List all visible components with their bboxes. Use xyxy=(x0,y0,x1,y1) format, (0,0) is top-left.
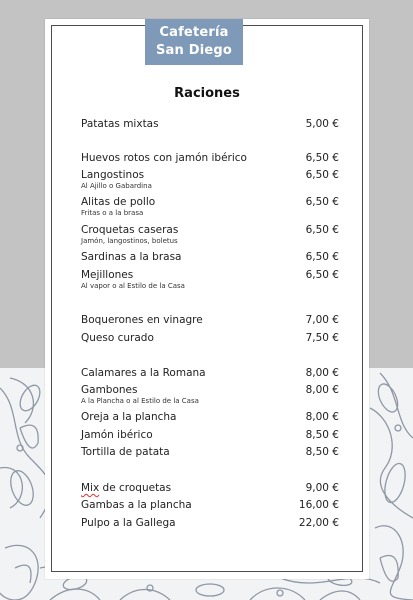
menu-item-price: 6,50 € xyxy=(305,224,339,236)
menu-item-price: 6,50 € xyxy=(305,152,339,164)
menu-item xyxy=(81,152,339,165)
menu-item-price: 7,50 € xyxy=(305,332,339,344)
menu-item xyxy=(81,446,339,459)
menu-item xyxy=(81,169,339,191)
menu-item-price: 6,50 € xyxy=(305,196,339,208)
menu-item-price: 16,00 € xyxy=(298,499,339,511)
menu-item-detail: Al Ajillo o Gabardina xyxy=(81,182,152,190)
menu-item-name: Gambas a la plancha xyxy=(81,499,192,511)
menu-item-detail: Jamón, langostinos, boletus xyxy=(81,237,178,245)
brand-logo-box xyxy=(145,19,243,65)
menu-item xyxy=(81,269,339,291)
menu-item xyxy=(81,251,339,264)
brand-name-line2: San Diego xyxy=(155,43,233,58)
menu-item-price: 7,00 € xyxy=(305,314,339,326)
menu-item-name: Huevos rotos con jamón ibérico xyxy=(81,152,247,164)
menu-item-name: Sardinas a la brasa xyxy=(81,251,182,263)
menu-item-name: Langostinos xyxy=(81,169,145,181)
menu-item xyxy=(81,384,339,406)
menu-item-price: 6,50 € xyxy=(305,269,339,281)
menu-item xyxy=(81,482,339,495)
menu-sheet xyxy=(45,19,369,579)
menu-item xyxy=(81,411,339,424)
menu-item-price: 8,00 € xyxy=(305,411,339,423)
menu-item xyxy=(81,224,339,246)
menu-item-price: 8,50 € xyxy=(305,446,339,458)
menu-item xyxy=(81,118,339,131)
menu-item-name: Oreja a la plancha xyxy=(81,411,177,423)
menu-item-name-rest: de croquetas xyxy=(99,482,172,494)
menu-item-price: 8,00 € xyxy=(305,367,339,379)
menu-item-name: Alitas de pollo xyxy=(81,196,156,208)
menu-item-name: Croquetas caseras xyxy=(81,224,179,236)
menu-item-detail: A la Plancha o al Estilo de la Casa xyxy=(81,397,199,405)
menu-item-name: Gambones xyxy=(81,384,138,396)
menu-item-name xyxy=(81,482,339,495)
menu-item xyxy=(81,196,339,218)
brand-name-line1: Cafetería xyxy=(159,25,229,40)
menu-item-price: 9,00 € xyxy=(305,482,339,494)
menu-item-price: 6,50 € xyxy=(305,169,339,181)
menu-item-detail: Al vapor o al Estilo de la Casa xyxy=(81,282,185,290)
menu-section-title: Raciones xyxy=(174,86,240,101)
menu-item xyxy=(81,367,339,380)
menu-item xyxy=(81,429,339,442)
menu-item-name: Boquerones en vinagre xyxy=(81,314,203,326)
menu-item-name: Queso curado xyxy=(81,332,154,344)
menu-item xyxy=(81,332,339,345)
menu-item-detail: Fritas o a la brasa xyxy=(81,209,144,217)
menu-item xyxy=(81,517,339,530)
menu-item xyxy=(81,314,339,327)
menu-item-price: 8,00 € xyxy=(305,384,339,396)
menu-item-price: 6,50 € xyxy=(305,251,339,263)
menu-item-name: Mejillones xyxy=(81,269,134,281)
menu-item xyxy=(81,499,339,512)
menu-item-price: 22,00 € xyxy=(298,517,339,529)
menu-item-name: Pulpo a la Gallega xyxy=(81,517,176,529)
menu-item-name: Tortilla de patata xyxy=(81,446,170,458)
menu-item-price: 5,00 € xyxy=(305,118,339,130)
menu-item-name: Calamares a la Romana xyxy=(81,367,206,379)
menu-item-name: Patatas mixtas xyxy=(81,118,159,130)
menu-item-name: Jamón ibérico xyxy=(81,429,153,441)
misspelling-marked-word: Mix xyxy=(81,482,100,494)
menu-item-price: 8,50 € xyxy=(305,429,339,441)
